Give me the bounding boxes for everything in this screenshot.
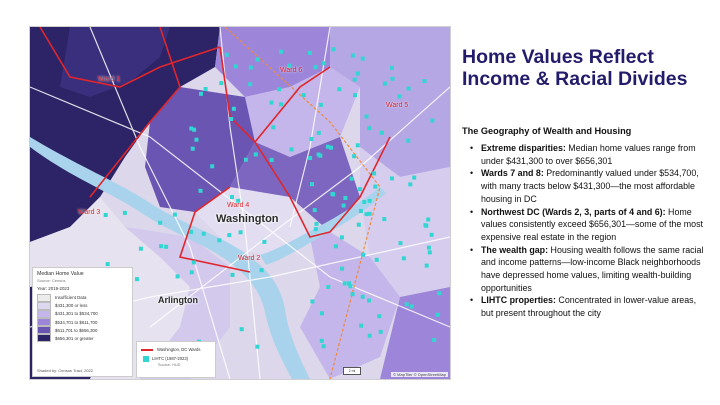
legend-class-row: [37, 327, 128, 334]
lihtc-marker[interactable]: [410, 305, 414, 309]
legend-swatch: [37, 294, 51, 302]
lihtc-marker[interactable]: [402, 256, 406, 260]
lihtc-marker[interactable]: [342, 204, 346, 208]
bullet-item: [470, 167, 710, 205]
lihtc-marker[interactable]: [351, 292, 355, 296]
lihtc-marker[interactable]: [225, 53, 229, 57]
lihtc-marker[interactable]: [158, 221, 162, 225]
lihtc-marker[interactable]: [334, 244, 338, 248]
lihtc-marker[interactable]: [313, 208, 317, 212]
lihtc-marker[interactable]: [248, 82, 252, 86]
legend-class-label: $431,301 to $534,700: [55, 311, 98, 317]
lihtc-marker[interactable]: [352, 154, 356, 158]
section-subtitle: The Geography of Wealth and Housing: [462, 126, 632, 136]
lihtc-marker[interactable]: [407, 87, 411, 91]
lihtc-marker[interactable]: [230, 195, 234, 199]
lihtc-marker[interactable]: [322, 344, 326, 348]
legend-year: Year: 2019-2023: [37, 286, 70, 291]
lihtc-marker[interactable]: [270, 158, 274, 162]
bullet-lead: LIHTC properties:: [481, 295, 556, 306]
lihtc-marker[interactable]: [190, 270, 194, 274]
bullet-lead: Northwest DC (Wards 2, 3, parts of 4 and 6):: [481, 206, 666, 217]
lihtc-marker[interactable]: [406, 139, 410, 143]
lihtc-marker[interactable]: [135, 277, 139, 281]
lihtc-marker[interactable]: [432, 338, 436, 342]
legend-swatch: [37, 334, 51, 342]
legend-class-row: [37, 294, 128, 301]
lihtc-marker[interactable]: [123, 211, 127, 215]
overlay-legend: [136, 341, 216, 378]
lihtc-marker[interactable]: [240, 327, 244, 331]
legend-class-row: [37, 302, 128, 309]
legend-swatch: [37, 310, 51, 318]
ward-5-label: Ward 5: [386, 102, 409, 109]
lihtc-legend-label: LIHTC (1987-2023): [152, 356, 189, 361]
lihtc-marker[interactable]: [380, 131, 384, 135]
bullet-item: [470, 206, 710, 244]
lihtc-marker[interactable]: [322, 61, 326, 65]
lihtc-marker[interactable]: [204, 87, 208, 91]
lihtc-marker[interactable]: [244, 158, 248, 162]
lihtc-marker[interactable]: [361, 295, 365, 299]
lihtc-marker[interactable]: [350, 177, 354, 181]
lihtc-source: Source: HUD: [158, 363, 181, 367]
lihtc-marker[interactable]: [270, 101, 274, 105]
lihtc-marker[interactable]: [330, 192, 334, 196]
legend-swatch: [37, 326, 51, 334]
lihtc-marker[interactable]: [427, 246, 431, 250]
lihtc-marker[interactable]: [367, 299, 371, 303]
legend-class-row: [37, 319, 128, 326]
lihtc-marker[interactable]: [164, 245, 168, 249]
lihtc-marker[interactable]: [249, 66, 253, 70]
lihtc-marker[interactable]: [430, 119, 434, 123]
lihtc-marker[interactable]: [353, 78, 357, 82]
lihtc-marker[interactable]: [359, 324, 363, 328]
lihtc-marker[interactable]: [390, 66, 394, 70]
legend-class-label: $534,701 to $611,700: [55, 319, 98, 325]
lihtc-marker[interactable]: [202, 232, 206, 236]
lihtc-marker[interactable]: [229, 117, 233, 121]
bullet-text: Concentrated in lower-value areas, but present throughout the city: [481, 295, 697, 319]
lihtc-marker[interactable]: [254, 152, 258, 156]
map-attribution: © MapTiler © OpenStreetMap: [393, 372, 446, 377]
slide-title: Home Values Reflect Income & Racial Divides: [462, 46, 688, 90]
lihtc-marker[interactable]: [368, 212, 372, 216]
lihtc-marker[interactable]: [191, 147, 195, 151]
lihtc-marker[interactable]: [277, 87, 281, 91]
lihtc-marker[interactable]: [219, 81, 223, 85]
lihtc-marker[interactable]: [173, 213, 177, 217]
lihtc-marker[interactable]: [353, 93, 357, 97]
lihtc-marker[interactable]: [430, 233, 434, 237]
lihtc-marker[interactable]: [234, 64, 238, 68]
lihtc-marker[interactable]: [279, 50, 283, 54]
lihtc-marker[interactable]: [308, 51, 312, 55]
legend-title: Median Home Value: [37, 271, 84, 277]
lihtc-marker[interactable]: [189, 230, 193, 234]
legend-class-row: [37, 335, 128, 342]
lihtc-marker[interactable]: [231, 273, 235, 277]
bullet-item: [470, 294, 710, 319]
lihtc-marker[interactable]: [362, 200, 366, 204]
lihtc-marker[interactable]: [368, 334, 372, 338]
lihtc-marker[interactable]: [239, 230, 243, 234]
ward-line-swatch: [141, 349, 153, 351]
lihtc-marker[interactable]: [372, 171, 376, 175]
lihtc-marker[interactable]: [377, 314, 381, 318]
home-value-legend: [32, 267, 133, 377]
legend-swatch: [37, 318, 51, 326]
legend-footer: Shaded by: Census Tract, 2022: [37, 368, 94, 373]
lihtc-marker[interactable]: [390, 176, 394, 180]
lihtc-marker[interactable]: [106, 262, 110, 266]
lihtc-marker[interactable]: [104, 213, 108, 217]
lihtc-marker[interactable]: [159, 244, 163, 248]
lihtc-marker[interactable]: [361, 253, 365, 257]
lihtc-marker[interactable]: [317, 153, 321, 157]
bullet-text: Median home values range from under $431,300 to over $656,301: [481, 143, 696, 166]
lihtc-marker[interactable]: [367, 126, 371, 130]
lihtc-marker[interactable]: [192, 260, 196, 264]
lihtc-marker[interactable]: [365, 115, 369, 119]
lihtc-marker[interactable]: [195, 138, 199, 142]
city-label-washington: Washington: [216, 213, 279, 225]
lihtc-marker[interactable]: [210, 164, 214, 168]
lihtc-marker[interactable]: [358, 187, 362, 191]
ward-1-label: Ward 1: [98, 76, 121, 83]
lihtc-marker[interactable]: [227, 233, 231, 237]
lihtc-marker[interactable]: [320, 311, 324, 315]
ward-2-label: Ward 2: [238, 255, 261, 262]
lihtc-marker[interactable]: [317, 131, 321, 135]
lihtc-marker[interactable]: [320, 339, 324, 343]
legend-class-label: Insufficient Data: [55, 295, 87, 300]
legend-class-label: $611,701 to $656,300: [55, 327, 98, 333]
lihtc-marker[interactable]: [391, 77, 395, 81]
lihtc-marker[interactable]: [256, 58, 260, 62]
lihtc-marker[interactable]: [356, 143, 360, 147]
map-panel[interactable]: [29, 26, 451, 380]
lihtc-marker[interactable]: [437, 291, 441, 295]
legend-class-row: [37, 310, 128, 317]
bullet-text: Housing wealth follows the same racial and income patterns—low-income Black neighborhoods have depressed home values, limiting wealth-building opportunities: [481, 244, 704, 293]
lihtc-marker[interactable]: [426, 218, 430, 222]
ward-legend-row: [141, 345, 211, 354]
lihtc-marker[interactable]: [425, 264, 429, 268]
lihtc-marker[interactable]: [279, 102, 283, 106]
lihtc-marker[interactable]: [139, 247, 143, 251]
lihtc-marker[interactable]: [383, 82, 387, 86]
lihtc-marker[interactable]: [343, 196, 347, 200]
lihtc-marker[interactable]: [319, 103, 323, 107]
lihtc-marker[interactable]: [408, 182, 412, 186]
lihtc-marker[interactable]: [310, 182, 314, 186]
lihtc-marker[interactable]: [412, 176, 416, 180]
lihtc-marker[interactable]: [260, 268, 264, 272]
bullet-list: [470, 142, 710, 320]
legend-swatch: [37, 302, 51, 310]
lihtc-marker[interactable]: [368, 199, 372, 203]
ward-6-label: Ward 6: [280, 67, 303, 74]
bullet-lead: Extreme disparities:: [481, 143, 566, 153]
lihtc-marker[interactable]: [349, 284, 353, 288]
lihtc-marker[interactable]: [405, 302, 409, 306]
lihtc-marker[interactable]: [351, 54, 355, 58]
lihtc-marker[interactable]: [255, 345, 259, 349]
lihtc-marker[interactable]: [176, 274, 180, 278]
bullet-text: Predominantly valued under $534,700, with many tracts below $431,300—the most affordable housing in DC: [481, 168, 699, 204]
lihtc-marker[interactable]: [308, 156, 312, 160]
lihtc-marker[interactable]: [423, 79, 427, 83]
lihtc-marker[interactable]: [309, 137, 313, 141]
lihtc-marker[interactable]: [314, 227, 318, 231]
ward-3-label: Ward 3: [78, 209, 101, 216]
lihtc-marker[interactable]: [375, 258, 379, 262]
lihtc-marker[interactable]: [326, 285, 330, 289]
ward-legend-label: Washington, DC Wards: [157, 347, 201, 352]
lihtc-marker[interactable]: [232, 107, 236, 111]
lihtc-marker[interactable]: [423, 223, 427, 227]
lihtc-marker[interactable]: [271, 125, 275, 129]
lihtc-marker[interactable]: [428, 250, 432, 254]
legend-class-label: $656,301 or greater: [55, 335, 94, 341]
lihtc-marker[interactable]: [357, 223, 361, 227]
lihtc-marker[interactable]: [329, 146, 333, 150]
lihtc-marker[interactable]: [356, 72, 360, 76]
bullet-item: [470, 244, 710, 295]
lihtc-marker[interactable]: [262, 240, 266, 244]
lihtc-marker[interactable]: [382, 217, 386, 221]
ward-4-label: Ward 4: [227, 202, 250, 209]
lihtc-marker[interactable]: [331, 47, 335, 51]
lihtc-marker[interactable]: [189, 127, 193, 131]
lihtc-marker[interactable]: [373, 185, 377, 189]
map-scale: 2 mi: [343, 367, 361, 375]
lihtc-marker[interactable]: [436, 313, 440, 317]
lihtc-marker[interactable]: [399, 241, 403, 245]
lihtc-marker[interactable]: [290, 147, 294, 151]
legend-classes: [37, 294, 128, 342]
bullet-lead: Wards 7 and 8:: [481, 168, 544, 179]
lihtc-marker[interactable]: [310, 300, 314, 304]
lihtc-marker[interactable]: [199, 189, 203, 193]
lihtc-marker[interactable]: [361, 57, 365, 61]
legend-source: Source: Census: [37, 278, 66, 283]
bullet-item: [470, 142, 710, 167]
bullet-text: Home values consistently exceed $656,301—some of the most expensive real estate in the region: [481, 206, 704, 242]
lihtc-swatch: [143, 356, 149, 362]
lihtc-marker[interactable]: [315, 222, 319, 226]
lihtc-marker[interactable]: [340, 267, 344, 271]
lihtc-marker[interactable]: [397, 94, 401, 98]
lihtc-marker[interactable]: [199, 92, 203, 96]
legend-class-label: $431,300 or less: [55, 303, 88, 309]
lihtc-marker[interactable]: [343, 281, 347, 285]
lihtc-marker[interactable]: [302, 93, 306, 97]
bullet-lead: The wealth gap:: [481, 244, 549, 255]
lihtc-marker[interactable]: [340, 235, 344, 239]
lihtc-marker[interactable]: [217, 238, 221, 242]
place-label-arlington: Arlington: [158, 295, 198, 305]
lihtc-marker[interactable]: [379, 330, 383, 334]
lihtc-marker[interactable]: [314, 65, 318, 69]
lihtc-legend-row: [141, 354, 211, 363]
lihtc-marker[interactable]: [359, 209, 363, 213]
lihtc-marker[interactable]: [337, 87, 341, 91]
